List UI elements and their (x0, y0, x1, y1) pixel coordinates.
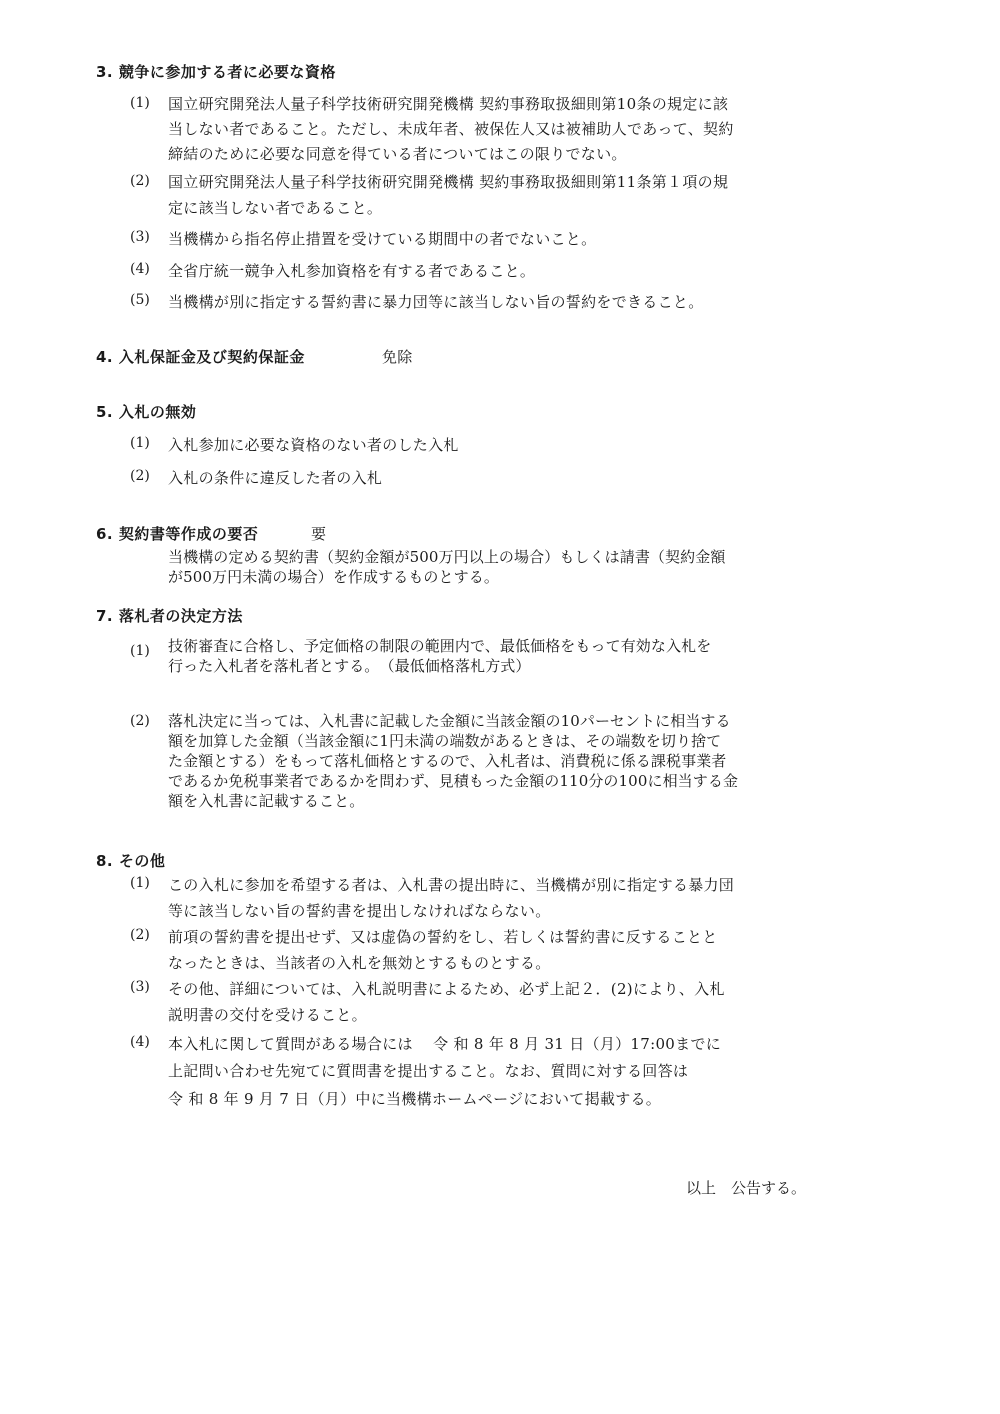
sec5-item2-num: (2) (130, 468, 150, 484)
sec8-item1-line1: この入札に参加を希望する者は、入札書の提出時に、当機構が別に指定する暴力団 (168, 876, 735, 894)
sec8-item1-line2: 等に該当しない旨の誓約書を提出しなければならない。 (168, 902, 551, 920)
sec3-item1-num: (1) (130, 95, 150, 111)
sec5-item1-num: (1) (130, 435, 150, 451)
sec3-item1-line2: 当しない者であること。ただし、未成年者、被保佐人又は被補助人であって、契約 (168, 120, 734, 138)
sec3-item1-line3: 締結のために必要な同意を得ている者についてはこの限りでない。 (168, 145, 627, 163)
sec8-item2-num: (2) (130, 927, 150, 943)
section-6-title: 6. 契約書等作成の要否 (96, 525, 259, 543)
sec3-item4-num: (4) (130, 261, 150, 277)
sec3-item2-line1: 国立研究開発法人量子科学技術研究開発機構 契約事務取扱細則第11条第１項の規 (168, 173, 729, 191)
sec8-item4-line2: 上記問い合わせ先宛てに質問書を提出すること。なお、質問に対する回答は (168, 1062, 689, 1080)
sec7-item2-num: (2) (130, 713, 150, 729)
closing-text: 以上 公告する。 (686, 1179, 807, 1197)
sec3-item1-line1: 国立研究開発法人量子科学技術研究開発機構 契約事務取扱細則第10条の規定に該 (168, 95, 729, 113)
section-5-title: 5. 入札の無効 (96, 403, 197, 421)
sec8-item3-line1: その他、詳細については、入札説明書によるため、必ず上記２．(2)により、入札 (168, 980, 725, 998)
sec7-item2-line2: 額を加算した金額（当該金額に1円未満の端数があるときは、その端数を切り捨て (168, 732, 722, 750)
sec5-item1-line1: 入札参加に必要な資格のない者のした入札 (168, 436, 459, 454)
sec6-line2: が500万円未満の場合）を作成するものとする。 (168, 568, 499, 586)
section-4-title: 4. 入札保証金及び契約保証金 (96, 348, 305, 366)
sec3-item3-num: (3) (130, 229, 150, 245)
sec3-item2-num: (2) (130, 173, 150, 189)
section-3-title: 3. 競争に参加する者に必要な資格 (96, 63, 336, 81)
sec5-item2-line1: 入札の条件に違反した者の入札 (168, 469, 383, 487)
sec8-item1-num: (1) (130, 875, 150, 891)
sec7-item2-line5: 額を入札書に記載すること。 (168, 792, 365, 810)
sec8-item3-num: (3) (130, 979, 150, 995)
section-8-title: 8. その他 (96, 852, 166, 870)
sec6-line1: 当機構の定める契約書（契約金額が500万円以上の場合）もしくは請書（契約金額 (168, 548, 726, 566)
sec7-item2-line3: た金額とする）をもって落札価格とするので、入札者は、消費税に係る課税事業者 (168, 752, 727, 770)
section-6-value: 要 (311, 525, 327, 543)
sec8-item2-line1: 前項の誓約書を提出せず、又は虚偽の誓約をし、若しくは誓約書に反することと (168, 928, 718, 946)
sec7-item2-line4: であるか免税事業者であるかを問わず、見積もった金額の110分の100に相当する金 (168, 772, 739, 790)
sec7-item1-num: (1) (130, 643, 150, 659)
sec7-item1-line1: 技術審査に合格し、予定価格の制限の範囲内で、最低価格をもって有効な入札を (168, 637, 712, 655)
section-4-value: 免除 (382, 348, 413, 366)
sec3-item5-line1: 当機構が別に指定する誓約書に暴力団等に該当しない旨の誓約をできること。 (168, 293, 704, 311)
sec8-item4-line3: 令 和 8 年 9 月 7 日（月）中に当機構ホームページにおいて掲載する。 (168, 1090, 662, 1108)
sec7-item2-line1: 落札決定に当っては、入札書に記載した金額に当該金額の10パーセントに相当する (168, 712, 731, 730)
sec8-item3-line2: 説明書の交付を受けること。 (168, 1006, 367, 1024)
sec3-item4-line1: 全省庁統一競争入札参加資格を有する者であること。 (168, 262, 536, 280)
sec3-item3-line1: 当機構から指名停止措置を受けている期間中の者でないこと。 (168, 230, 597, 248)
sec3-item5-num: (5) (130, 292, 150, 308)
sec8-item2-line2: なったときは、当該者の入札を無効とするものとする。 (168, 954, 551, 972)
sec3-item2-line2: 定に該当しない者であること。 (168, 199, 383, 217)
sec7-item1-line2: 行った入札者を落札者とする。 （最低価格落札方式） (168, 657, 531, 675)
sec8-item4-num: (4) (130, 1034, 150, 1050)
section-7-title: 7. 落札者の決定方法 (96, 607, 243, 625)
sec8-item4-line1: 本入札に関して質問がある場合には 令 和 8 年 8 月 31 日（月）17:00までに (168, 1035, 722, 1053)
